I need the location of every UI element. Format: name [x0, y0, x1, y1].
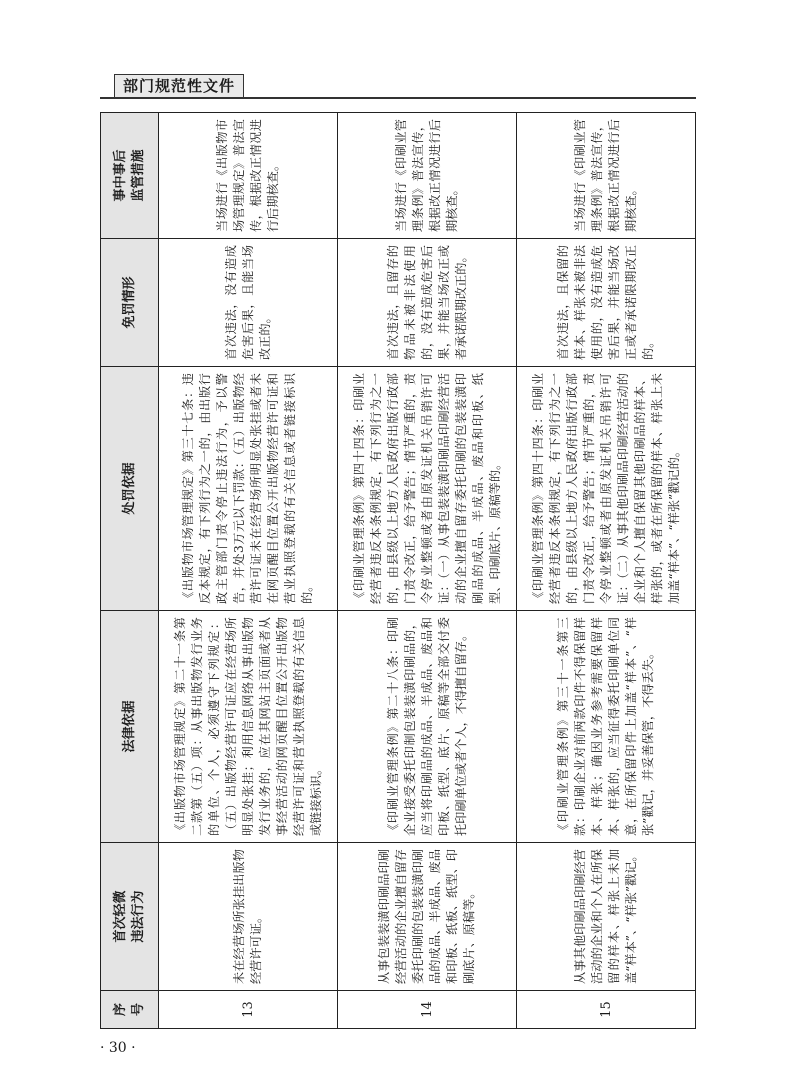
- row-exemption: 首次违法，且留存的物品未被非法使用的，没有造成危害后果，并能当场改正或者承诺限期改正的。: [338, 239, 517, 367]
- section-title: 部门规范性文件: [114, 74, 244, 98]
- page-header: [100, 62, 696, 100]
- table-header-row: [101, 113, 159, 1029]
- row-legal-basis: 《印刷业管理条例》第二十八条：印刷企业接受委托印制包装装潢印刷品的，应当将印刷品的成品、半成品、废品和印板、纸型、底片、原稿等全部交付委托印刷单位或者个人，不得擅自留存。: [338, 611, 517, 843]
- table-row: [159, 113, 338, 1029]
- page-number: · 30 ·: [100, 1040, 136, 1056]
- col-header-legal: 法律依据: [101, 611, 159, 843]
- table-wrapper: [100, 113, 696, 1029]
- rotated-table: [100, 113, 696, 1029]
- row-legal-basis: 《印刷业管理条例》第三十一条第三款：印刷企业对前两款印件不得保留样本、样张；确因业务参考需要保留样本、样张的，应当征得委托印刷单位同意，在所保留印件上加盖“样本”、“样张”戳记，并妥善保管，不得丢失。: [517, 611, 696, 843]
- penalty-table: [100, 112, 696, 1029]
- col-header-seq: 序号: [101, 991, 159, 1029]
- row-behavior: 从事包装装潢印刷品印刷经营活动的企业擅自留存委托印刷的包装装潢印刷品的成品、半成品、废品和印板、纸板、纸型、印刷底片、原稿等。: [338, 843, 517, 991]
- row-measure: 当场进行《出版物市场管理规定》普法宣传，根据改正情况进行后期核查。: [159, 113, 338, 239]
- col-header-behavior: 首次轻微 违法行为: [101, 843, 159, 991]
- row-penalty-basis: 《出版物市场管理规定》第三十七条：违反本规定，有下列行为之一的，由出版行政主管部门责令停止违法行为，予以警告，并处3万元以下罚款：（五）出版物经营许可证未在经营场所明显处张挂或者未在网页醒目位置公开出版物经营许可证和营业执照登载的有关信息或者链接标识的。: [159, 367, 338, 611]
- table-row: [517, 113, 696, 1029]
- row-legal-basis: 《出版物市场管理规定》第二十一条第二款第（五）项：从事出版物发行业务的单位、个人，必须遵守下列规定：（五）出版物经营许可证应在经营场所明显处张挂；利用信息网络从事出版物发行业务的，应在其网站主页面或者从事经营活动的网页醒目位置公开出版物经营许可证和营业执照登载的有关信息或链接标识。: [159, 611, 338, 843]
- row-penalty-basis: 《印刷业管理条例》第四十四条：印刷业经营者违反本条例规定，有下列行为之一的，由县级以上地方人民政府出版行政部门责令改正，给予警告；情节严重的，责令停业整顿或者由原发证机关吊销许可证：（一）从事包装装潢印刷品印刷经营活动的企业擅自留存委托印刷的包装装潢印刷品的成品、半成品、废品和印板、纸型、印刷底片、原稿等的。: [338, 367, 517, 611]
- table-row: [338, 113, 517, 1029]
- row-measure: 当场进行《印刷业管理条例》普法宣传，根据改正情况进行后期核查。: [517, 113, 696, 239]
- row-seq: 13: [159, 991, 338, 1029]
- row-measure: 当场进行《印刷业管理条例》普法宣传，根据改正情况进行后期核查。: [338, 113, 517, 239]
- row-exemption: 首次违法，且保留的样本、样张未被非法使用的，没有造成危害后果，并能当场改正或者承诺限期改正的。: [517, 239, 696, 367]
- header-rule: [100, 97, 696, 99]
- col-header-penalty: 处罚依据: [101, 367, 159, 611]
- row-seq: 15: [517, 991, 696, 1029]
- row-penalty-basis: 《印刷业管理条例》第四十四条：印刷业经营者违反本条例规定，有下列行为之一的，由县级以上地方人民政府出版行政部门责令改正，给予警告；情节严重的，责令停业整顿或者由原发证机关吊销许可证：（二）从事其他印刷品印刷经营活动的企业和个人擅自保留其他印刷品的样本、样张的，或者在所保留的样本、样张上未加盖“样本”、“样张”戳记的。: [517, 367, 696, 611]
- row-seq: 14: [338, 991, 517, 1029]
- col-header-measure: 事中事后 监管措施: [101, 113, 159, 239]
- col-header-exempt: 免罚情形: [101, 239, 159, 367]
- row-behavior: 从事其他印刷品印刷经营活动的企业和个人在所保留的样本、样张上未加盖“样本”、“样张”戳记。: [517, 843, 696, 991]
- row-behavior: 未在经营场所张挂出版物经营许可证。: [159, 843, 338, 991]
- row-exemption: 首次违法，没有造成危害后果，且能当场改正的。: [159, 239, 338, 367]
